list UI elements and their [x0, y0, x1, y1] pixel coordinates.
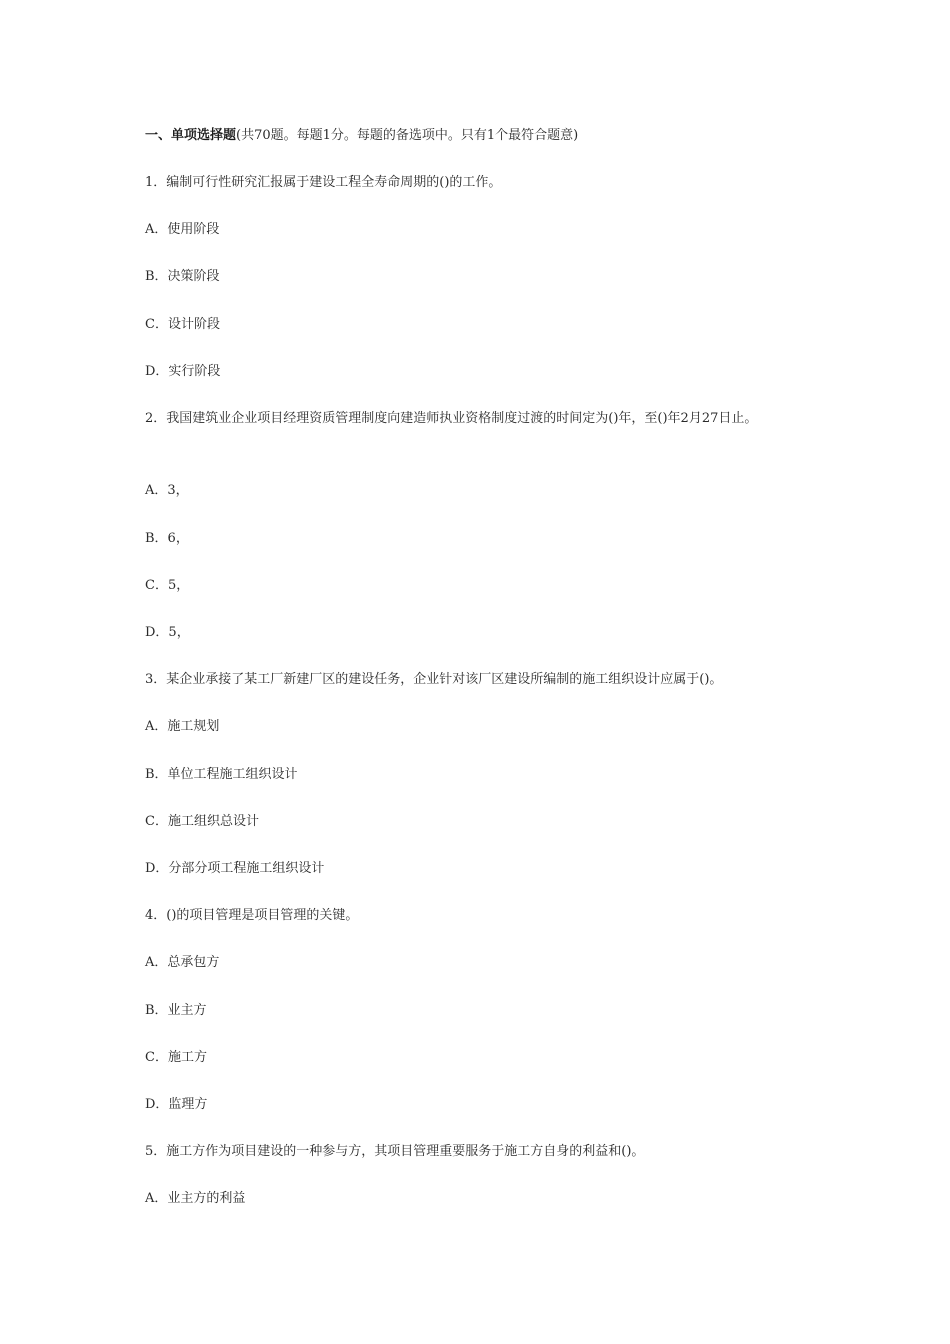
answer-option: A．3， — [145, 483, 189, 498]
question-stem: 2．我国建筑业企业项目经理资质管理制度向建造师执业资格制度过渡的时间定为()年，至()年2月27日止。 — [145, 411, 758, 426]
answer-option: A．业主方的利益 — [145, 1191, 246, 1206]
answer-option: D．5， — [145, 625, 190, 640]
answer-option: B．单位工程施工组织设计 — [145, 767, 298, 782]
answer-option: C．施工组织总设计 — [145, 814, 259, 829]
section-heading-title: 一、单项选择题 — [145, 128, 237, 143]
answer-option: A．总承包方 — [145, 955, 220, 970]
answer-option: C．施工方 — [145, 1050, 207, 1065]
answer-option: A．施工规划 — [145, 719, 220, 734]
answer-option: B．6， — [145, 531, 189, 546]
answer-option: D．实行阶段 — [145, 364, 221, 379]
answer-option: A．使用阶段 — [145, 222, 220, 237]
answer-option: B．业主方 — [145, 1003, 207, 1018]
question-stem: 4．()的项目管理是项目管理的关键。 — [145, 908, 359, 923]
answer-option: B．决策阶段 — [145, 269, 220, 284]
answer-option: D．监理方 — [145, 1097, 208, 1112]
section-heading — [145, 126, 578, 146]
question-stem: 1．编制可行性研究汇报属于建设工程全寿命周期的()的工作。 — [145, 175, 502, 190]
section-heading-note: (共70题。每题1分。每题的备选项中。只有1个最符合题意) — [236, 128, 579, 143]
answer-option: D．分部分项工程施工组织设计 — [145, 861, 325, 876]
question-stem: 3．某企业承接了某工厂新建厂区的建设任务，企业针对该厂区建设所编制的施工组织设计应属于()。 — [145, 672, 723, 687]
answer-option: C．5， — [145, 578, 190, 593]
answer-option: C．设计阶段 — [145, 317, 220, 332]
question-stem: 5．施工方作为项目建设的一种参与方，其项目管理重要服务于施工方自身的利益和()。 — [145, 1144, 645, 1159]
